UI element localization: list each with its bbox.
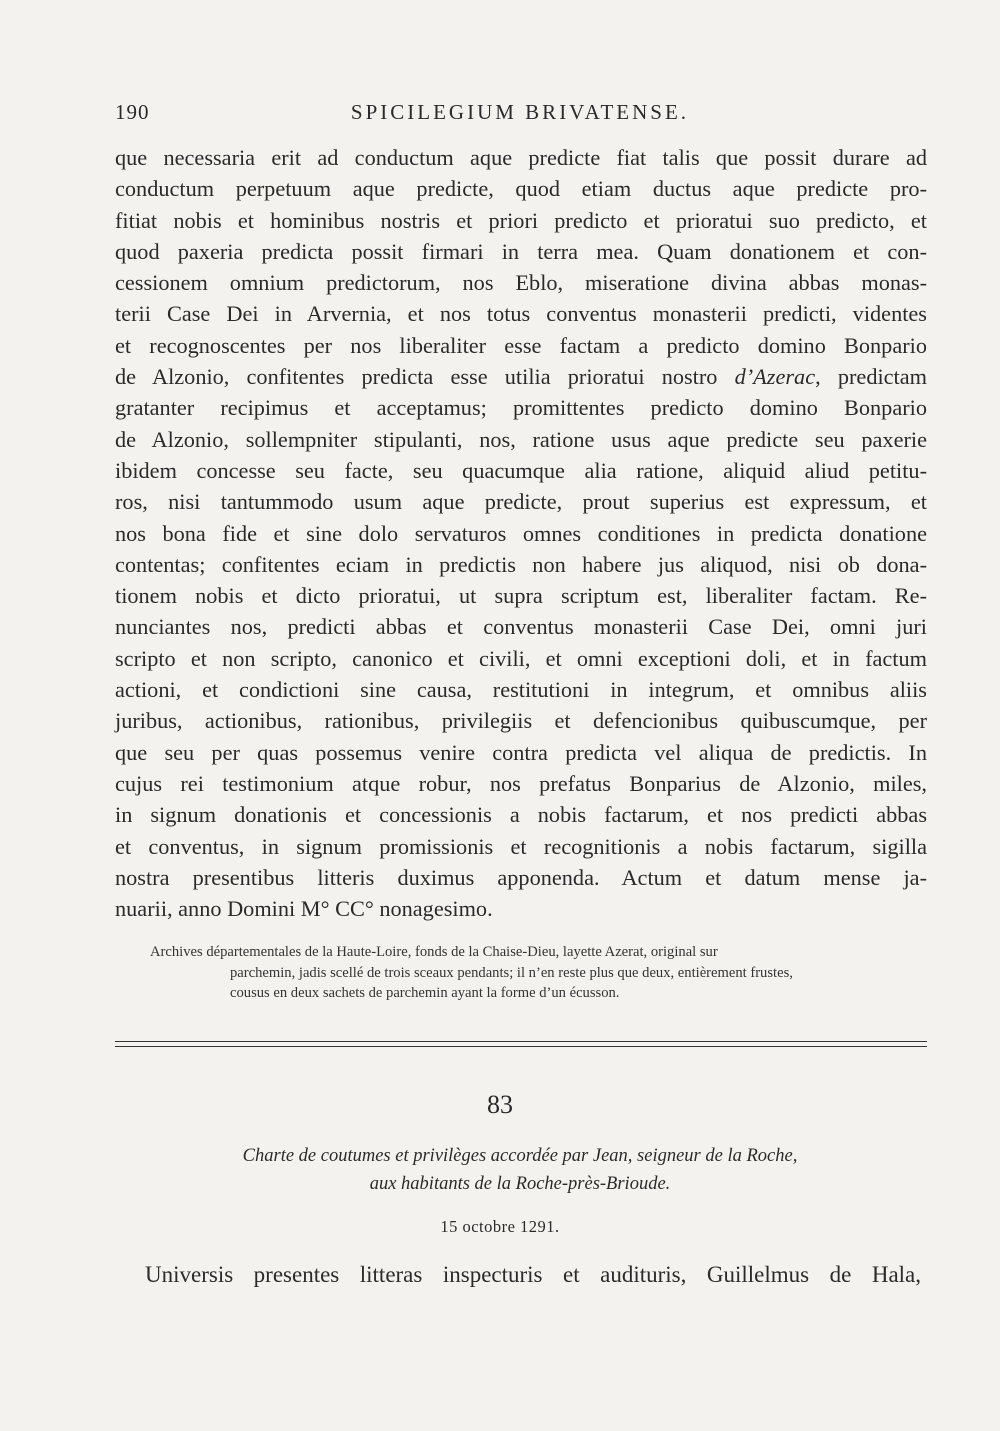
place-name-italic: d’Azerac <box>734 364 816 390</box>
note-line: parchemin, jadis scellé de trois sceaux pendants; il n’en reste plus que deux, entièrement frustes, <box>230 964 793 981</box>
text-line: nuarii, anno Domini M° CC° nonagesimo. <box>115 896 493 922</box>
separator-rule <box>115 1046 927 1047</box>
text-line: et conventus, in signum promissionis et recognitionis a nobis factarum, sigilla <box>115 833 927 859</box>
document-title: aux habitants de la Roche-près-Brioude. <box>369 1174 671 1194</box>
text-line: juribus, actionibus, rationibus, privilegiis et defencionibus quibuscumque, per <box>115 708 927 734</box>
text-line: nos bona fide et sine dolo servaturos omnes conditiones in predicta donatione <box>115 520 927 546</box>
archival-note <box>150 942 930 1004</box>
running-title: SPICILEGIUM BRIVATENSE. <box>350 100 690 124</box>
separator-rule <box>115 1041 927 1042</box>
text-line: ibidem concesse seu facte, seu quacumque alia ratione, aliquid aliud petitu- <box>115 457 927 483</box>
text-line: nunciantes nos, predicti abbas et conventus monasterii Case Dei, omni juri <box>115 614 927 640</box>
text-line: que seu per quas possemus venire contra predicta vel aliqua de predictis. In <box>115 739 927 765</box>
text-line: quod paxeria predicta possit firmari in terra mea. Quam donationem et con- <box>115 238 927 264</box>
text-line: scripto et non scripto, canonico et civili, et omni exceptioni doli, et in factum <box>115 645 927 671</box>
text-segment: de Alzonio, confitentes predicta esse utilia prioratui nostro <box>115 364 735 390</box>
text-line: actioni, et condictioni sine causa, restitutioni in integrum, et omnibus aliis <box>115 677 927 703</box>
note-line: cousus en deux sachets de parchemin ayant la forme d’un écusson. <box>230 985 620 1001</box>
body-text <box>115 142 927 924</box>
document-date: 15 octobre 1291. <box>440 1217 560 1236</box>
note-line: Archives départementales de la Haute-Loire, fonds de la Chaise-Dieu, layette Azerat, original sur <box>150 944 718 960</box>
page-header <box>115 100 925 130</box>
text-line <box>115 361 927 392</box>
text-line: ros, nisi tantummodo usum aque predicte, prout superius est expressum, et <box>115 489 927 515</box>
text-segment: , predictam <box>815 364 927 390</box>
document-title: Charte de coutumes et privilèges accordée par Jean, seigneur de la Roche, <box>242 1146 798 1166</box>
text-line: cessionem omnium predictorum, nos Eblo, miseratione divina abbas monas- <box>115 270 927 296</box>
opening-line: Universis presentes litteras inspecturis et audituris, Guillelmus de Hala, <box>145 1262 921 1287</box>
text-line: conductum perpetuum aque predicte, quod etiam ductus aque predicte pro- <box>115 176 927 202</box>
text-line: gratanter recipimus et acceptamus; promittentes predicto domino Bonpario <box>115 395 927 421</box>
text-line: contentas; confitentes eciam in predictis non habere jus aliquod, nisi ob dona- <box>115 551 927 577</box>
text-line: que necessaria erit ad conductum aque predicte fiat talis que possit durare ad <box>115 145 927 170</box>
text-line: tionem nobis et dicto prioratui, ut supra scriptum est, liberaliter factam. Re- <box>115 583 927 609</box>
text-line: nostra presentibus litteris duximus apponenda. Actum et datum mense ja- <box>115 864 927 890</box>
text-line: de Alzonio, sollempniter stipulanti, nos, ratione usus aque predicte seu paxerie <box>115 426 927 452</box>
text-line: in signum donationis et concessionis a nobis factarum, et nos predicti abbas <box>115 802 927 828</box>
text-line: et recognoscentes per nos liberaliter esse factam a predicto domino Bonpario <box>115 332 927 358</box>
text-line: terii Case Dei in Arvernia, et nos totus conventus monasterii predicti, videntes <box>115 301 927 327</box>
text-line: fitiat nobis et hominibus nostris et priori predicto et prioratui suo predicto, et <box>115 207 927 233</box>
page-number: 190 <box>115 100 150 124</box>
document-number: 83 <box>487 1090 513 1119</box>
text-line: cujus rei testimonium atque robur, nos prefatus Bonparius de Alzonio, miles, <box>115 770 927 796</box>
